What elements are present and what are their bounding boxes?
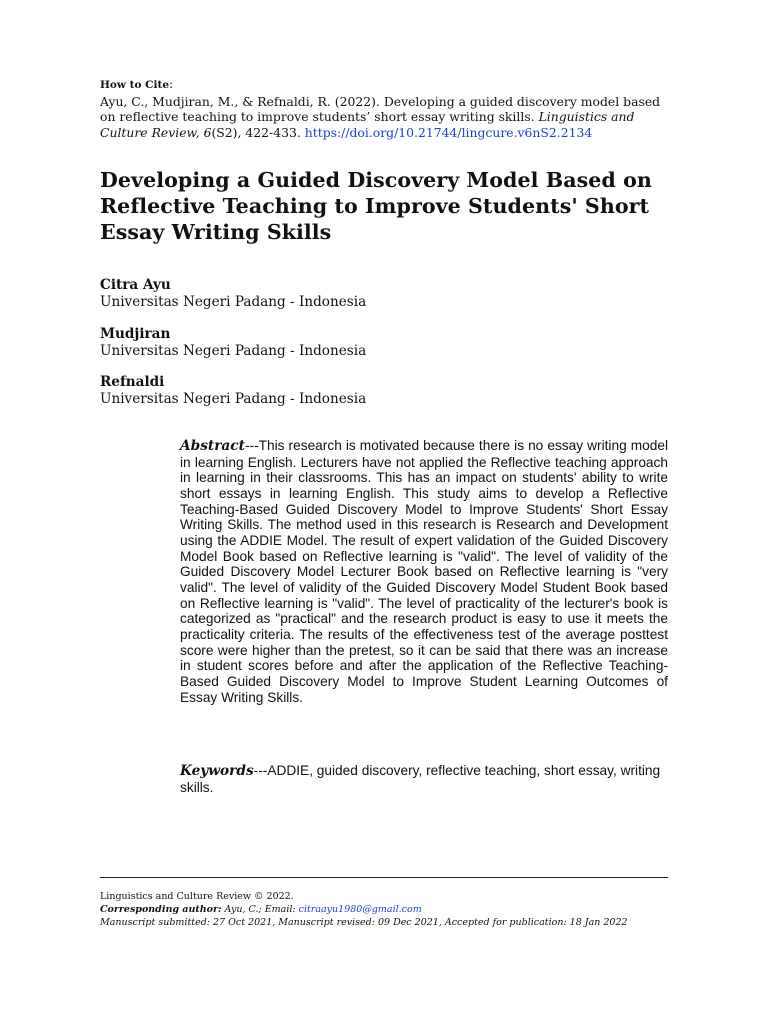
abstract — [180, 438, 668, 705]
how-to-cite — [100, 76, 670, 140]
doi-link[interactable]: https://doi.org/10.21744/lingcure.v6nS2.2134 — [304, 124, 593, 140]
author-block — [100, 374, 500, 407]
footer-manuscript-dates: Manuscript submitted: 27 Oct 2021, Manuscript revised: 09 Dec 2021, Accepted for publication: 18 Jan 2022 — [100, 917, 628, 928]
citation-journal: Linguistics and Culture Review, — [100, 109, 635, 140]
how-to-cite-colon: : — [169, 76, 174, 91]
keywords-label: Keywords — [180, 763, 254, 779]
author-name: Citra Ayu — [100, 277, 171, 293]
email-link[interactable]: citraayu1980@gmail.com — [298, 904, 422, 915]
citation-prefix: Ayu, C., Mudjiran, M., & Refnaldi, R. (2022). Developing a guided discovery model based on reflective teaching to improve students’ short essay writing skills. — [100, 93, 661, 125]
paper-title: Developing a Guided Discovery Model Based on Reflective Teaching to Improve Students' Short Essay Writing Skills — [100, 168, 652, 244]
page-footer — [100, 890, 670, 929]
footer-corresponding — [100, 903, 670, 916]
keywords — [180, 763, 668, 795]
abstract-label: Abstract — [180, 438, 245, 454]
citation-volume: 6 — [203, 124, 212, 140]
corresponding-text: Ayu, C.; Email: — [221, 904, 299, 915]
author-block — [100, 326, 500, 359]
citation-issue-pages: (S2), 422-433. — [211, 124, 301, 140]
corresponding-label: Corresponding author: — [100, 904, 222, 915]
author-name: Mudjiran — [100, 326, 171, 342]
citation-text — [100, 94, 670, 141]
keywords-text: ADDIE, guided discovery, reflective teaching, short essay, writing skills. — [180, 763, 661, 795]
footer-copyright: Linguistics and Culture Review © 2022. — [100, 891, 294, 902]
author-block — [100, 277, 500, 310]
author-affiliation: Universitas Negeri Padang - Indonesia — [100, 293, 367, 310]
author-affiliation: Universitas Negeri Padang - Indonesia — [100, 342, 367, 359]
author-affiliation: Universitas Negeri Padang - Indonesia — [100, 390, 367, 407]
footer-divider — [100, 877, 668, 878]
abstract-separator: --- — [244, 438, 259, 453]
author-name: Refnaldi — [100, 374, 165, 390]
how-to-cite-label: How to Cite — [100, 79, 170, 91]
abstract-text: This research is motivated because there is no essay writing model in learning English. Lecturers have not applied the Reflective teaching approach in learning in their classrooms. This has an impact on students' ability to write short essays in learning English. This study aims to develop a Reflective Teaching-Based Guided Discovery Model to Improve Students' Short Essay Writing Skills. The method used in this research is Research and Development using the ADDIE Model. The result of expert validation of the Guided Discovery Model Book based on Reflective learning is "valid". The level of validity of the Guided Discovery Model Lecturer Book based on Reflective learning is "very valid". The level of validity of the Guided Discovery Model Student Book based on Reflective learning is "valid". The level of practicality of the lecturer's book is categorized as "practical" and the research product is easy to use it meets the practicality criteria. The results of the effectiveness test of the average posttest score were higher than the pretest, so it can be said that there was an increase in student scores before and after the application of the Reflective Teaching-Based Guided Discovery Model to Improve Student Learning Outcomes of Essay Writing Skills. — [180, 438, 668, 705]
keywords-separator: --- — [253, 763, 268, 778]
